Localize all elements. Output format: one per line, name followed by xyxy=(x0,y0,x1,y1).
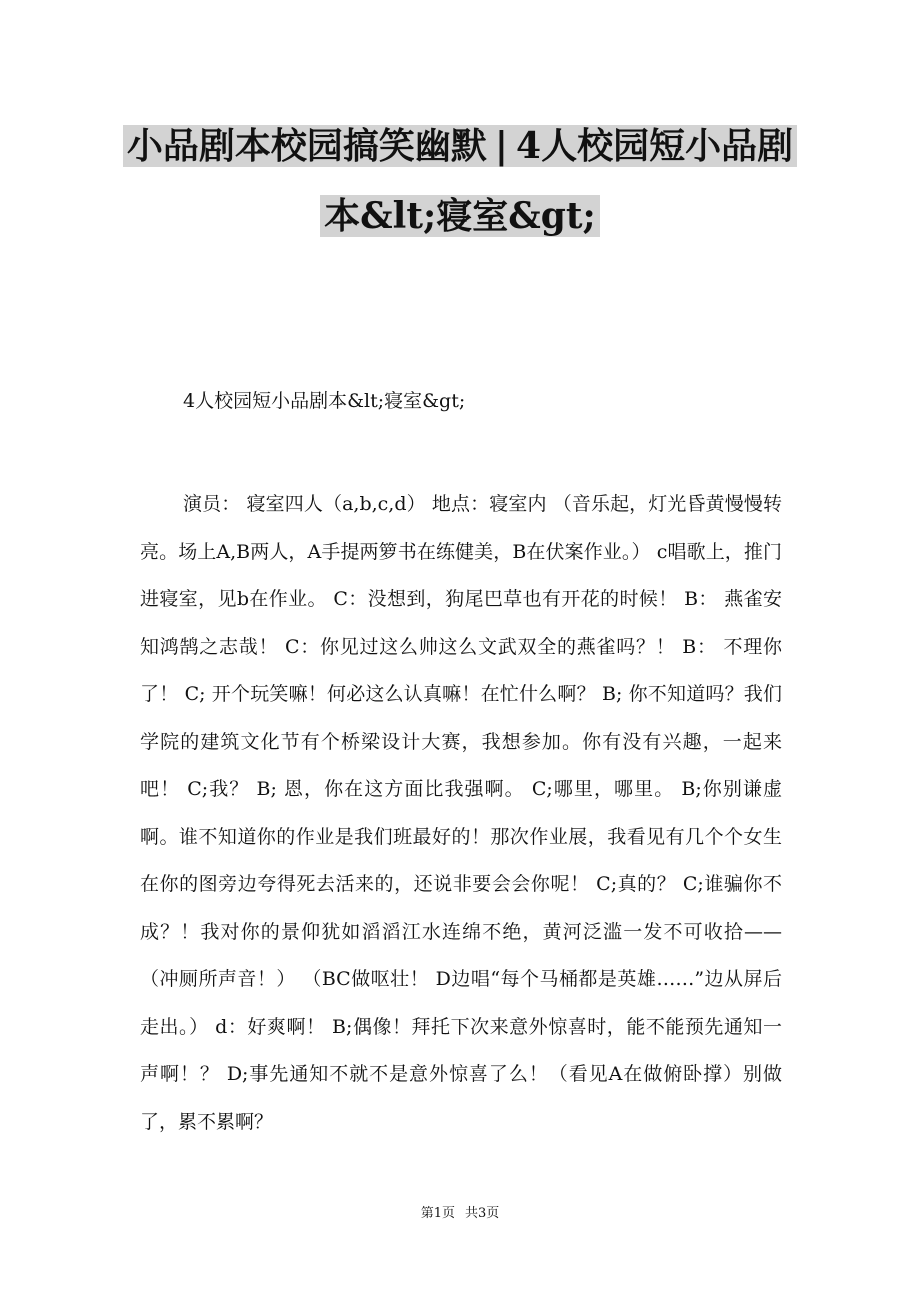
page-footer xyxy=(0,1204,920,1224)
title-part-2: 4人校园短小品剧 xyxy=(512,125,797,167)
title-line-2 xyxy=(0,190,920,242)
title-part-3: 本&lt;寝室&gt; xyxy=(320,195,600,237)
title-line-1 xyxy=(0,120,920,172)
page-total: 共3页 xyxy=(465,1206,500,1221)
title-part-1: 小品剧本校园搞笑幽默 xyxy=(123,125,491,167)
title-separator: | xyxy=(491,125,512,167)
subtitle: 4人校园短小品剧本&lt;寝室&gt; xyxy=(183,390,466,412)
body-paragraph: 演员： 寝室四人（a,b,c,d） 地点：寝室内 （音乐起，灯光昏黄慢慢转亮。场上A,B两人，A手提两箩书在练健美，B在伏案作业。） c唱歌上，推门进寝室，见b在作业。 C：没想到，狗尾巴草也有开花的时候！ B： 燕雀安知鸿鹄之志哉！ C：你见过这么帅这么文武双全的燕雀吗？！ B： 不理你了！ C; 开个玩笑嘛！何必这么认真嘛！在忙什么啊？ B; 你不知道吗？我们学院的建筑文化节有个桥梁设计大赛，我想参加。你有没有兴趣，一起来吧！ C;我？ B; 恩，你在这方面比我强啊。 C;哪里，哪里。 B;你别谦虚啊。谁不知道你的作业是我们班最好的！那次作业展，我看见有几个个女生在你的图旁边夸得死去活来的，还说非要会会你呢！ C;真的？ C;谁骗你不成？！我对你的景仰犹如滔滔江水连绵不绝，黄河泛滥一发不可收拾—— （冲厕所声音！） （BC做呕壮！ D边唱“每个马桶都是英雄……”边从屏后走出。） d：好爽啊！ B;偶像！拜托下次来意外惊喜时，能不能预先通知一声啊！？ D;事先通知不就不是意外惊喜了么！（看见A在做俯卧撑）别做了，累不累啊？ xyxy=(140,493,782,1133)
page-number: 第1页 xyxy=(420,1206,455,1221)
document-title xyxy=(0,120,920,260)
